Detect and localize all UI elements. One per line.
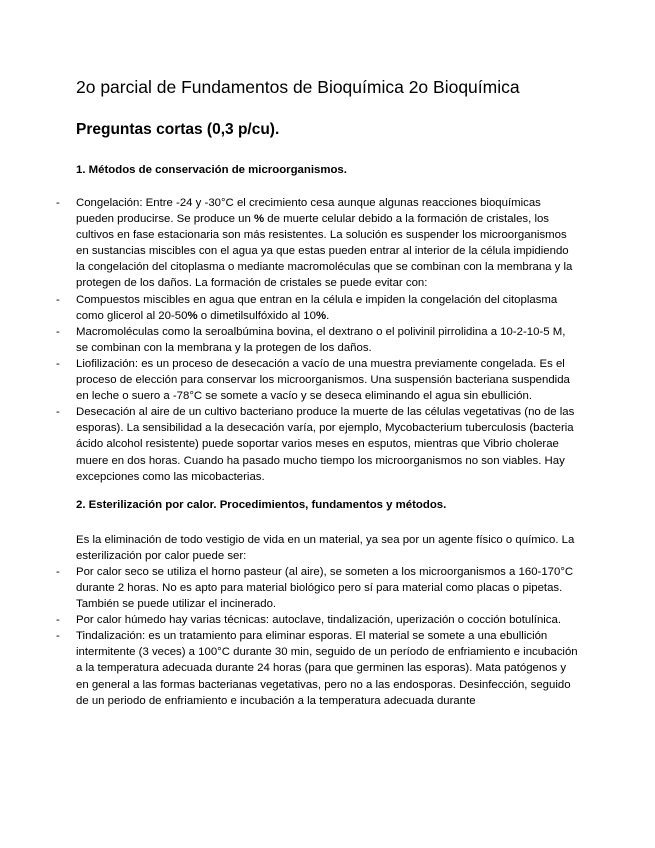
sublist-item-tindalizacion: - Tindalización: es un tratamiento para eliminar esporas. El material se somete a una ebullición intermitente (3 veces) a 100°C durante 30 min, seguido de un período de enfriamiento e incubación a la temperatura adecuada durante 24 horas (para que germinen las esporas). Mata patógenos y en general a las formas bacterianas vegetativas, pero no a las endosporas. Desinfección, seguido de un periodo de enfriamiento e incubación a la temperatura adecuada durante (76, 628, 579, 708)
calor-humedo-text: Por calor húmedo hay varias técnicas: autoclave, tindalización, uperización o cocción botulínica. (76, 614, 562, 627)
section-2-list (76, 564, 579, 709)
document-title: 2o parcial de Fundamentos de Bioquímica 2o Bioquímica (76, 77, 520, 97)
compuestos-percent-1: % (187, 309, 198, 322)
list-item-congelacion (76, 195, 579, 356)
compuestos-text-a: Compuestos miscibles en agua que entran en la célula e impiden la congelación del citoplasma como glicerol al 20-50 (76, 293, 558, 322)
list-item-desecacion: - Desecación al aire de un cultivo bacteriano produce la muerte de las células vegetativas (no de las esporas). La sensibilidad a la desecación varía, por ejemplo, Mycobacterium tuberculosis (bacteria ácido alcohol resistente) puede soportar varios meses en esputos, mientras que Vibrio cholerae muere en dos horas. Cuando ha pasado mucho tiempo los microorganismos no son viables. Hay excepciones como las micobacterias. (76, 404, 579, 484)
sublist-item-compuestos (76, 292, 579, 324)
calor-humedo-sublist (76, 628, 579, 708)
list-item-calor-seco: - Por calor seco se utiliza el horno pasteur (al aire), se someten a los microorganismos a 160-170°C durante 2 horas. No es apto para material biológico pero sí para material como placas o pipetas. También se puede utilizar el incinerado. (76, 564, 579, 612)
section-1-heading: 1. Métodos de conservación de microorganismos. (76, 164, 347, 176)
congelacion-sublist (76, 292, 579, 356)
list-item-liofilizacion: - Liofilización: es un proceso de desecación a vacío de una muestra previamente congelada. Es el proceso de elección para conservar los microorganismos. Una suspensión bacteriana suspendida en leche o suero a -78°C se somete a vacío y se deseca eliminando el agua sin ebullición. (76, 356, 579, 404)
compuestos-percent-2: % (315, 309, 327, 322)
congelacion-text-a: Congelación: Entre -24 y -30°C el crecimiento cesa aunque algunas reacciones bioquímicas pueden producirse. Se produce un (76, 197, 541, 226)
section-2-intro: Es la eliminación de todo vestigio de vida en un material, ya sea por un agente físico o químico. La esterilización por calor puede ser: (76, 533, 575, 562)
compuestos-text-c: . (326, 309, 330, 322)
document-subtitle: Preguntas cortas (0,3 p/cu). (76, 121, 280, 138)
compuestos-text-b: o dimetilsulfóxido al 10 (197, 309, 316, 322)
sublist-item-macromoleculas: - Macromoléculas como la seroalbúmina bovina, el dextrano o el polivinil pirrolidina a 10-2-10-5 M, se combinan con la membrana y la protegen de los daños. (76, 324, 579, 356)
congelacion-percent: % (253, 213, 265, 226)
list-item-calor-humedo (76, 612, 579, 709)
congelacion-text-b: de muerte celular debido a la formación de cristales, los cultivos en fase estacionaria son más resistentes. La solución es suspender los microorganismos en sustancias miscibles con el agua ya que estas pueden entrar al interior de la célula impidiendo la congelación del citoplasma o mediante macromoléculas que se combinan con la membrana y la protegen de los daños. La formación de cristales se puede evitar con: (76, 213, 573, 290)
section-2-heading: 2. Esterilización por calor. Procedimientos, fundamentos y métodos. (76, 498, 447, 511)
section-1-list (76, 195, 579, 485)
